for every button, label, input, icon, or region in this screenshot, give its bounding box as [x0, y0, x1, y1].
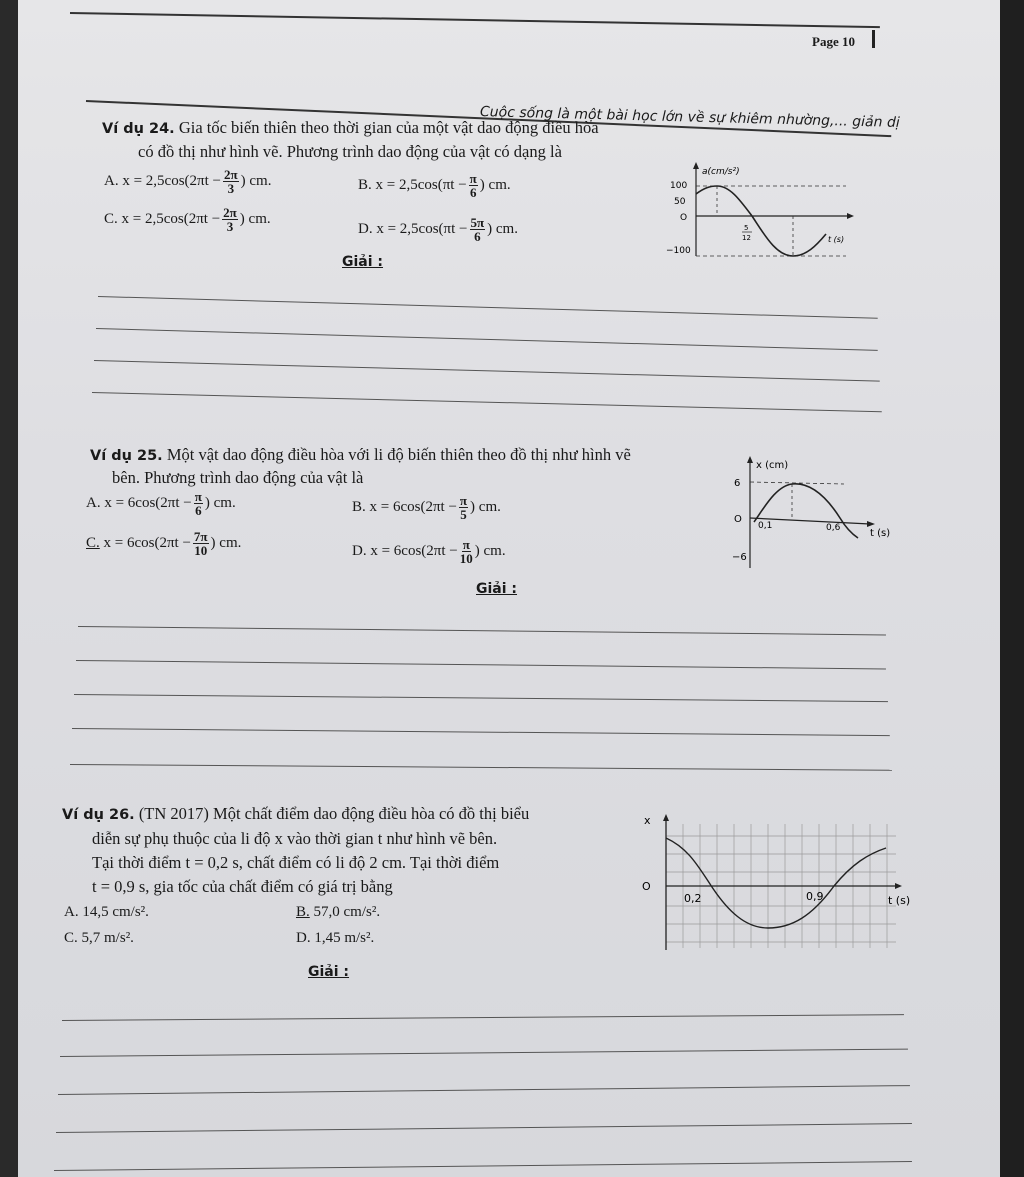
ex24-ytick-minus100: −100	[666, 246, 691, 256]
ex26-line3: Tại thời điểm t = 0,2 s, chất điểm có li độ 2 cm. Tại thời điểm	[92, 853, 500, 872]
page-number: Page 10	[812, 34, 855, 49]
ex24-ylabel: a(cm/s²)	[702, 167, 740, 177]
ex26-ylabel: x	[644, 814, 651, 827]
ex24-option-b[interactable]: B. x = 2,5cos(πt − $\frac{\pi}{6}$ ) cm.	[358, 171, 511, 200]
ex24-y-arrow	[693, 162, 699, 169]
ex24-ytick-50: 50	[674, 197, 686, 207]
ex24-option-c[interactable]: C. x = 2,5cos(2πt − $\frac{2\pi}{3}$ ) cm.	[104, 205, 271, 234]
ex25-option-a[interactable]: A. x = 6cos(2πt − $\frac{\pi}{6}$ ) cm.	[86, 489, 236, 518]
ex25-solution-heading: Giải :	[476, 581, 518, 597]
ex26-displacement-graph	[636, 808, 926, 958]
ex24-option-d[interactable]: D. x = 2,5cos(πt − $\frac{5\pi}{6}$ ) cm.	[358, 215, 518, 244]
ex25-xtick-01: 0,1	[758, 521, 773, 531]
ex25-ytick-minus6: −6	[732, 552, 747, 563]
ex26-line1: (TN 2017) Một chất điểm dao động điều hòa có đồ thị biểu	[138, 804, 530, 823]
ex26-x-arrow	[895, 883, 902, 889]
header-motto: Cuộc sống là một bài học lớn về sự khiêm nhường,... giản dị	[479, 104, 900, 131]
ex24-x-arrow	[847, 213, 854, 219]
ex24-line2: có đồ thị như hình vẽ. Phương trình dao động của vật có dạng là	[138, 142, 562, 161]
ex25-origin: O	[734, 514, 742, 525]
ex25-xlabel: t (s)	[870, 528, 891, 539]
ex24-label: Ví dụ 24.	[102, 121, 175, 137]
ex26-option-a[interactable]: A. 14,5 cm/s².	[64, 904, 149, 920]
ex24-solution-heading: Giải :	[342, 254, 384, 270]
ex25-line1: Một vật dao động điều hòa với li độ biến thiên theo đồ thị như hình vẽ	[166, 445, 631, 464]
ex25-x-arrow	[867, 521, 875, 527]
page-edge	[1000, 0, 1024, 1177]
ex26-line4: t = 0,9 s, gia tốc của chất điểm có giá trị bằng	[92, 877, 393, 896]
ex25-option-b[interactable]: B. x = 6cos(2πt − $\frac{\pi}{5}$ ) cm.	[352, 493, 501, 522]
ex26-y-arrow	[663, 814, 669, 821]
ex24-xlabel: t (s)	[828, 235, 845, 244]
ex24-acceleration-graph	[660, 160, 860, 270]
ex26-option-c[interactable]: C. 5,7 m/s².	[64, 930, 134, 946]
ex26-option-b[interactable]: B. 57,0 cm/s².	[296, 904, 381, 920]
ex24-curve	[696, 186, 826, 256]
ex26-solution-heading: Giải :	[308, 964, 350, 980]
ex26-question	[62, 804, 529, 825]
page-number-bar	[872, 30, 875, 48]
ex24-option-a[interactable]: A. x = 2,5cos(2πt − $\frac{2\pi}{3}$ ) cm.	[104, 167, 272, 196]
ex25-ytick-6: 6	[734, 478, 741, 489]
ex26-label: Ví dụ 26.	[62, 807, 135, 823]
ex26-line2: diễn sự phụ thuộc của li độ x vào thời gian t như hình vẽ bên.	[92, 829, 498, 848]
ex26-origin: O	[642, 880, 651, 893]
ex25-y-arrow	[747, 456, 753, 463]
ex25-label: Ví dụ 25.	[90, 448, 163, 464]
ex24-line1: Gia tốc biến thiên theo thời gian của một vật dao động điều hòa	[178, 118, 599, 137]
ex24-xtick-num: 5	[744, 224, 749, 232]
ex24-origin: O	[680, 213, 688, 223]
ex25-question	[90, 445, 631, 466]
ex25-xtick-06: 0,6	[826, 523, 841, 533]
ex24-ytick-100: 100	[670, 181, 688, 191]
ex25-displacement-graph	[720, 448, 900, 572]
ex25-line2: bên. Phương trình dao động của vật là	[112, 468, 364, 487]
ex25-option-c[interactable]: C. x = 6cos(2πt − $\frac{7\pi}{10}$ ) cm.	[86, 529, 242, 558]
ex26-xtick-02: 0,2	[684, 892, 702, 905]
ex24-question	[102, 118, 599, 139]
ex26-xtick-09: 0,9	[806, 890, 824, 903]
ex25-option-d[interactable]: D. x = 6cos(2πt − $\frac{\pi}{10}$ ) cm.	[352, 537, 506, 566]
ex26-xlabel: t (s)	[888, 894, 911, 907]
ex25-ylabel: x (cm)	[756, 460, 789, 471]
ex26-option-d[interactable]: D. 1,45 m/s².	[296, 930, 375, 946]
ex24-xtick-den: 12	[742, 234, 751, 242]
